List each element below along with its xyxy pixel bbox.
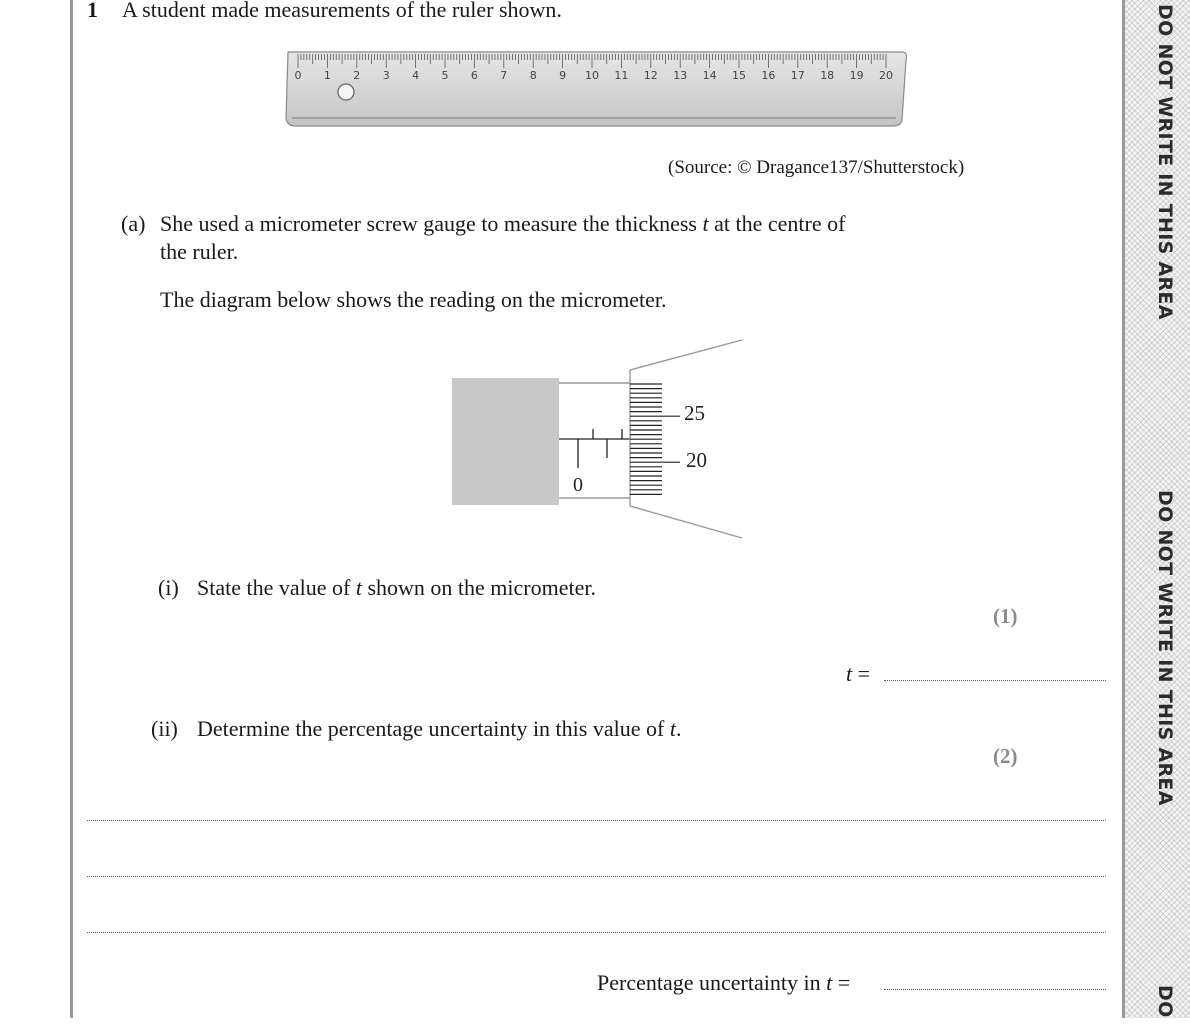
ruler-scale-label: 2 <box>353 69 361 82</box>
ruler-scale-label: 12 <box>643 69 658 82</box>
ruler-scale-label: 10 <box>585 69 599 82</box>
image-source: (Source: © Dragance137/Shutterstock) <box>668 157 965 178</box>
left-margin-rule <box>70 0 73 1018</box>
variable-t: t <box>669 716 676 741</box>
ruler-scale-label: 7 <box>500 69 508 82</box>
variable-t: t <box>355 575 362 600</box>
part-a-text-end: at the centre of <box>714 211 846 236</box>
ruler-scale-label: 9 <box>559 69 567 82</box>
variable-t: t <box>826 970 833 995</box>
answer-label-text: Percentage uncertainty in <box>597 970 821 995</box>
ruler-scale-label: 3 <box>382 69 390 82</box>
margin-warning-cut: DO <box>1154 985 1176 1018</box>
ruler-scale-label: 14 <box>702 69 717 82</box>
ruler-scale-label: 13 <box>673 69 688 82</box>
sleeve-zero-label: 0 <box>573 474 583 496</box>
ruler-image <box>280 46 912 132</box>
answer-line-t[interactable] <box>884 680 1106 681</box>
thimble-label-25: 25 <box>684 401 705 425</box>
ruler-scale-label: 4 <box>412 69 420 82</box>
answer-t-label <box>846 660 870 688</box>
answer-percentage-label <box>597 969 850 997</box>
ruler-scale-label: 6 <box>470 69 478 82</box>
variable-t: t <box>702 211 709 236</box>
part-ii-text-start: Determine the percentage uncertainty in this value of <box>197 716 665 741</box>
part-a-text <box>160 210 845 238</box>
working-line[interactable] <box>87 820 1106 821</box>
part-ii-label: (ii) <box>151 716 178 741</box>
marks-part-ii: (2) <box>993 744 1018 768</box>
margin-warning: DO NOT WRITE IN THIS AREA <box>1154 4 1176 320</box>
part-i-text-start: State the value of <box>197 575 351 600</box>
equals-sign: = <box>837 970 851 995</box>
micrometer-anvil <box>452 378 559 505</box>
margin-warning: DO NOT WRITE IN THIS AREA <box>1154 490 1176 806</box>
answer-line-percentage[interactable] <box>884 989 1106 990</box>
question-intro: A student made measurements of the ruler shown. <box>122 0 562 22</box>
ruler-scale-label: 0 <box>294 69 302 82</box>
ruler-scale-label: 11 <box>614 69 629 82</box>
ruler-scale-label: 5 <box>441 69 449 82</box>
variable-t: t <box>846 661 853 686</box>
part-ii-text <box>197 715 681 743</box>
ruler-scale-label: 18 <box>820 69 835 82</box>
ruler-scale-label: 1 <box>323 69 331 82</box>
part-i-text-end: shown on the micrometer. <box>367 575 596 600</box>
part-i-text <box>197 574 596 602</box>
ruler-scale-label: 15 <box>732 69 746 82</box>
ruler-scale-label: 16 <box>761 69 776 82</box>
sleeve-scale <box>559 429 630 468</box>
working-line[interactable] <box>87 932 1106 933</box>
ruler-scale-label: 20 <box>879 69 893 82</box>
part-a-text-line2: the ruler. <box>160 239 239 264</box>
ruler-ticks <box>298 54 886 68</box>
question-number: 1 <box>87 0 98 22</box>
part-a-text-start: She used a micrometer screw gauge to measure the thickness <box>160 211 697 236</box>
ruler-hole <box>338 84 354 100</box>
micrometer-diagram <box>440 330 760 550</box>
equals-sign: = <box>857 661 871 686</box>
thimble-label-20: 20 <box>686 448 707 472</box>
part-a-label: (a) <box>121 211 146 236</box>
thimble-scale <box>630 384 680 494</box>
diagram-intro: The diagram below shows the reading on the micrometer. <box>160 287 667 312</box>
part-i-label: (i) <box>158 575 179 600</box>
ruler-scale-labels <box>295 69 894 82</box>
ruler-scale-label: 8 <box>529 69 537 82</box>
ruler-scale-label: 19 <box>849 69 864 82</box>
part-ii-text-end: . <box>675 716 682 741</box>
ruler-scale-label: 17 <box>790 69 805 82</box>
working-line[interactable] <box>87 876 1106 877</box>
marks-part-i: (1) <box>993 604 1018 628</box>
